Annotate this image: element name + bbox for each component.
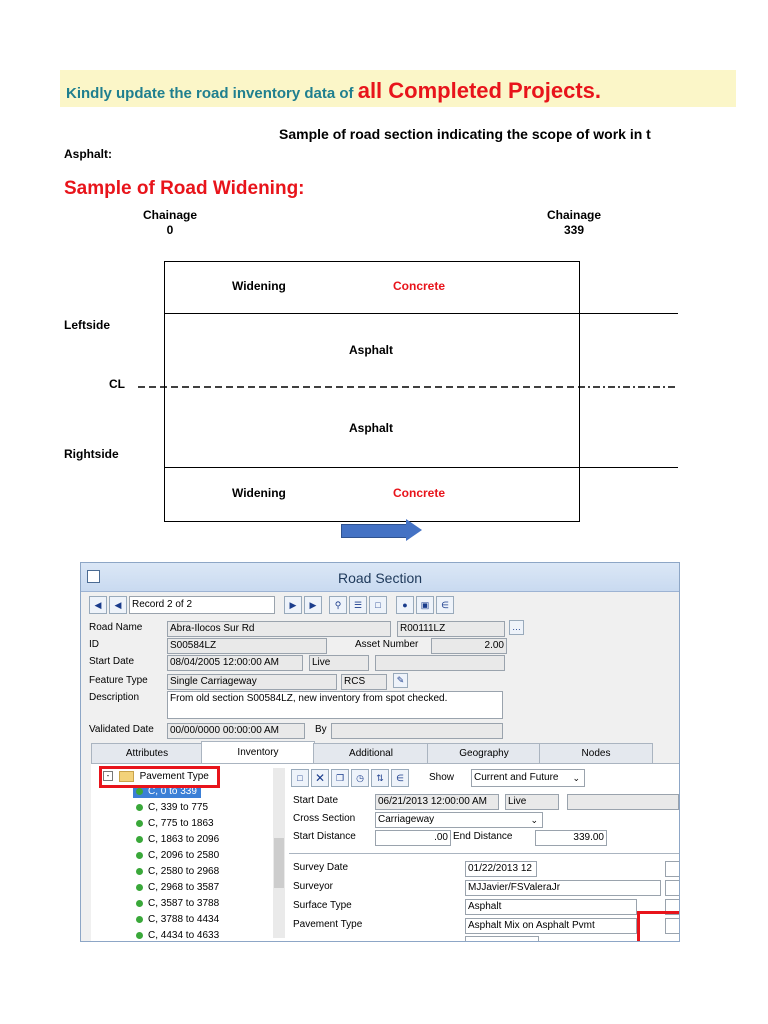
list-item[interactable] (133, 833, 219, 846)
tab-additional[interactable]: Additional (313, 743, 429, 763)
validated-date-label: Validated Date (89, 724, 154, 735)
centerline (138, 384, 678, 390)
description-field[interactable]: From old section S00584LZ, new inventory from spot checked. (167, 691, 503, 719)
pavement-type-label: Pavement Type (293, 919, 363, 930)
inv-start-date-label: Start Date (293, 795, 339, 806)
status-field[interactable]: Live (309, 655, 369, 671)
road-diagram-box (164, 261, 580, 522)
tree-item-label: C, 3587 to 3788 (148, 898, 220, 909)
list-item[interactable] (133, 913, 219, 926)
surface-type-field[interactable]: Asphalt (465, 899, 637, 915)
tree-item-label: C, 0 to 339 (148, 786, 197, 797)
rightside-label: Rightside (64, 447, 119, 461)
window-title: Road Section (337, 570, 423, 586)
survey-date-field[interactable]: 01/22/2013 12 (465, 861, 537, 877)
pavement-type-highlight (99, 766, 220, 788)
tree-item-label: C, 2968 to 3587 (148, 882, 220, 893)
lookup-road-icon[interactable]: … (509, 620, 524, 635)
list-item[interactable] (133, 865, 219, 878)
top-widening-label: Widening (232, 279, 286, 293)
section-divider (289, 853, 679, 854)
leftside-label: Leftside (64, 318, 111, 332)
tab-inventory[interactable]: Inventory (201, 741, 315, 763)
sort-icon[interactable]: ⇅ (371, 769, 389, 787)
record-counter: Record 2 of 2 (129, 596, 275, 614)
widening-line-bottom (164, 467, 678, 468)
surface-type-label: Surface Type (293, 900, 352, 911)
attachment-icon[interactable]: ∈ (436, 596, 454, 614)
description-label: Description (89, 692, 140, 703)
tree-item-label: C, 2580 to 2968 (148, 866, 220, 877)
pavement-highlight (637, 911, 680, 942)
road-name-field[interactable]: Abra-Ilocos Sur Rd (167, 621, 391, 637)
report-icon[interactable]: ▣ (416, 596, 434, 614)
tab-bar (91, 743, 679, 763)
feature-code-field[interactable]: RCS (341, 674, 387, 690)
copy-icon[interactable]: ❐ (331, 769, 349, 787)
surveyor-label: Surveyor (293, 881, 334, 892)
node-dot-icon (136, 868, 143, 875)
tree-item-label: C, 4434 to 4633 (148, 930, 220, 941)
asset-number-field[interactable]: 2.00 (431, 638, 507, 654)
collapse-icon[interactable]: - (103, 771, 113, 781)
show-label: Show (429, 772, 455, 783)
widening-title: Sample of Road Widening: (64, 178, 305, 199)
chainage-right-label: Chainage (546, 208, 601, 222)
list-item[interactable] (133, 897, 219, 910)
bottom-concrete-label: Concrete (393, 486, 446, 500)
feature-type-field[interactable]: Single Carriageway (167, 674, 337, 690)
asphalt-label: Asphalt: (64, 147, 112, 161)
list-item[interactable] (133, 817, 214, 830)
node-dot-icon (136, 852, 143, 859)
arrow-right-icon (341, 524, 409, 538)
by-field[interactable] (331, 723, 503, 739)
node-dot-icon (136, 916, 143, 923)
node-dot-icon (136, 804, 143, 811)
asset-number-label: Asset Number (355, 639, 419, 650)
status-extra-field (375, 655, 505, 671)
node-dot-icon (136, 900, 143, 907)
survey-date-extra[interactable] (665, 861, 680, 877)
list-icon[interactable]: ☰ (349, 596, 367, 614)
tree-item-label: C, 1863 to 2096 (148, 834, 220, 845)
validated-date-field[interactable]: 00/00/0000 00:00:00 AM (167, 723, 305, 739)
prev-record-icon[interactable]: ◀ (109, 596, 127, 614)
inv-status-field[interactable]: Live (505, 794, 559, 810)
survey-date-label: Survey Date (293, 862, 349, 873)
list-item[interactable] (133, 801, 208, 814)
banner-text-big: all Completed Projects. (357, 78, 601, 103)
banner-text-small: Kindly update the road inventory data of (66, 85, 358, 102)
list-item[interactable] (133, 849, 219, 862)
tree-root-label: Pavement Type (139, 771, 209, 782)
cross-section-value: Carriageway (378, 814, 435, 825)
tab-nodes[interactable]: Nodes (539, 743, 653, 763)
scroll-thumb[interactable] (274, 838, 284, 888)
chevron-down-icon: ⌄ (572, 773, 580, 783)
new-icon[interactable]: □ (291, 769, 309, 787)
arrow-head-icon (406, 519, 422, 541)
start-date-field[interactable]: 08/04/2005 12:00:00 AM (167, 655, 303, 671)
feature-type-label: Feature Type (89, 675, 148, 686)
chevron-down-icon: ⌄ (530, 815, 538, 825)
start-distance-label: Start Distance (293, 831, 356, 842)
start-date-label: Start Date (89, 656, 135, 667)
asphalt-lower-label: Asphalt (349, 421, 394, 435)
inv-status-extra-field (567, 794, 679, 810)
road-code-field[interactable]: R00111LZ (397, 621, 505, 637)
node-dot-icon (136, 932, 143, 939)
cl-label: CL (109, 377, 125, 391)
surveyor-field[interactable]: MJJavier/FSValeraJr (465, 880, 661, 896)
find-icon[interactable]: ⚲ (329, 596, 347, 614)
tree-item-label: C, 339 to 775 (148, 802, 209, 813)
tree-item-label: C, 2096 to 2580 (148, 850, 220, 861)
tree-item-label: C, 775 to 1863 (148, 818, 214, 829)
chainage-right-value: 339 (563, 223, 585, 237)
attach-icon[interactable]: ∈ (391, 769, 409, 787)
surveyor-extra[interactable] (665, 880, 680, 896)
show-select-value: Current and Future (474, 772, 559, 783)
tree-scrollbar[interactable] (273, 768, 285, 938)
end-distance-field[interactable]: 339.00 (535, 830, 607, 846)
asphalt-upper-label: Asphalt (349, 343, 394, 357)
chainage-left (135, 208, 205, 238)
next-record-icon[interactable]: ▶ (284, 596, 302, 614)
by-label: By (315, 724, 327, 735)
globe-icon[interactable]: ● (396, 596, 414, 614)
bottom-widening-label: Widening (232, 486, 286, 500)
tab-attributes[interactable]: Attributes (91, 743, 203, 763)
delete-icon[interactable]: ✕ (311, 769, 329, 787)
chainage-right (538, 208, 610, 238)
new-document-icon[interactable]: □ (369, 596, 387, 614)
road-section-window (80, 562, 680, 942)
cross-section-select[interactable] (375, 812, 543, 828)
inv-start-date-field[interactable]: 06/21/2013 12:00:00 AM (375, 794, 499, 810)
list-item[interactable] (133, 881, 219, 894)
node-dot-icon (136, 884, 143, 891)
sample-title: Sample of road section indicating the scope of work in t (279, 126, 651, 142)
chainage-left-value: 0 (166, 223, 174, 237)
node-dot-icon (136, 820, 143, 827)
id-field[interactable]: S00584LZ (167, 638, 327, 654)
start-distance-field[interactable]: .00 (375, 830, 451, 846)
last-record-icon[interactable]: ▶ (304, 596, 322, 614)
chainage-left-label: Chainage (142, 208, 197, 222)
node-dot-icon (136, 788, 143, 795)
node-dot-icon (136, 836, 143, 843)
widening-line-top (164, 313, 678, 314)
history-icon[interactable]: ◷ (351, 769, 369, 787)
tab-geography[interactable]: Geography (427, 743, 541, 763)
first-record-icon[interactable]: ◀ (89, 596, 107, 614)
show-select[interactable] (471, 769, 585, 787)
top-concrete-label: Concrete (393, 279, 446, 293)
edit-feature-icon[interactable]: ✎ (393, 673, 408, 688)
list-item[interactable] (133, 929, 219, 942)
tree-item-label: C, 3788 to 4434 (148, 914, 220, 925)
road-name-label: Road Name (89, 622, 143, 633)
banner-heading (66, 78, 601, 104)
pavement-type-field[interactable]: Asphalt Mix on Asphalt Pvmt (465, 918, 637, 934)
cross-section-label: Cross Section (293, 813, 356, 824)
window-titlebar (81, 563, 679, 592)
id-label: ID (89, 639, 99, 650)
pavement-extra-field[interactable] (465, 936, 539, 942)
end-distance-label: End Distance (453, 831, 513, 842)
